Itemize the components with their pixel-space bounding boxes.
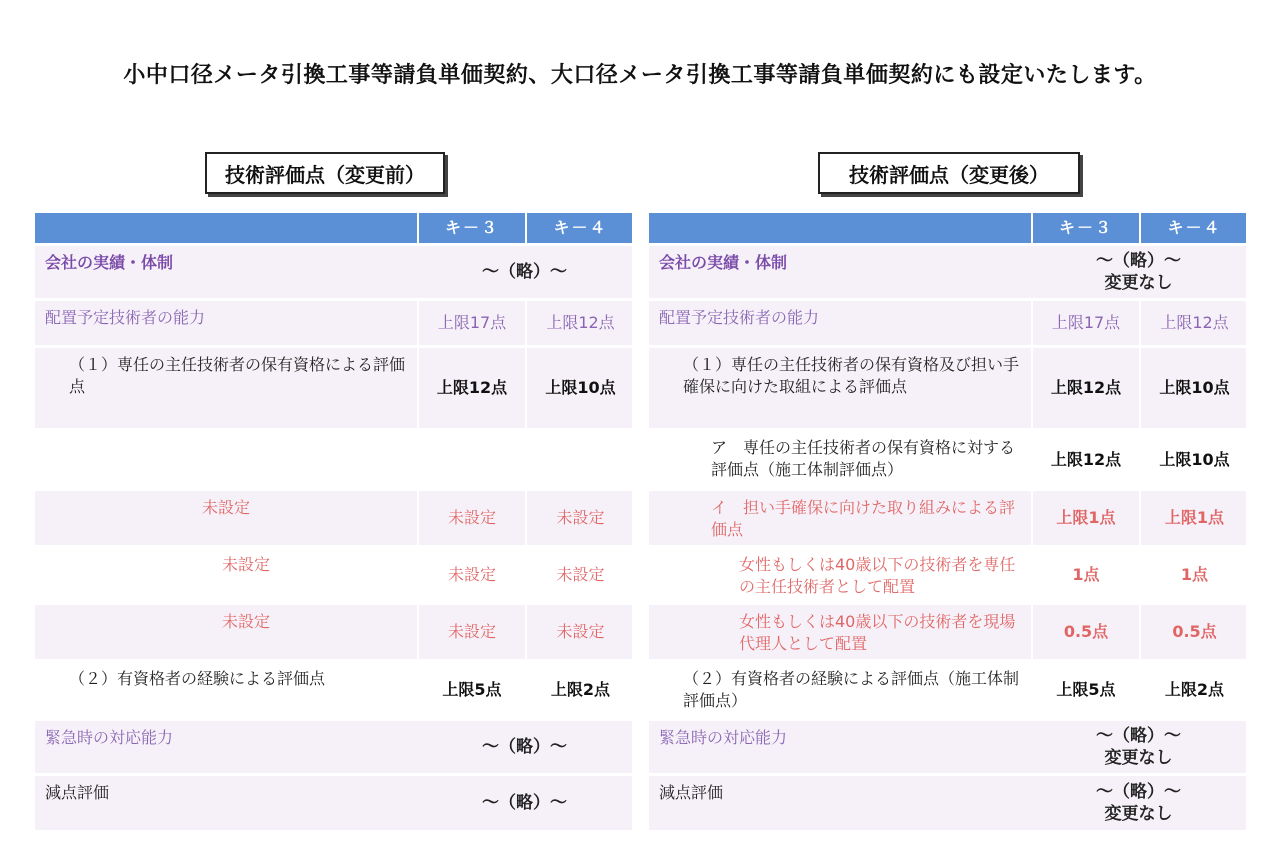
row-label: 未設定 [221,612,270,631]
key3-value: 上限5点 [417,662,525,718]
row-label: （１）専任の主任技術者の保有資格及び担い手確保に向けた取組による評価点 [683,355,1020,396]
table-row [35,776,632,830]
key4-value: 上限10点 [1139,348,1248,428]
table-row [649,662,1246,718]
key4-value: 未設定 [525,548,634,602]
row-label: 減点評価 [659,783,724,802]
table-header [649,213,1246,243]
table-row [35,491,632,545]
key3-header: キ－３ [1031,213,1139,243]
omitted-value: ～（略）～ 変更なし [1096,251,1181,293]
key4-header: キ－４ [525,213,634,243]
table-row [649,721,1246,773]
table-header [35,213,632,243]
row-label: （２）有資格者の経験による評価点（施工体制評価点） [683,669,1020,710]
left-table-title: 技術評価点（変更前） [205,152,445,194]
table-row [649,605,1246,659]
row-label: 緊急時の対応能力 [45,728,174,747]
key3-value: 上限12点 [1031,431,1139,488]
row-label: 配置予定技術者の能力 [45,308,206,327]
omitted-value: ～（略）～ 変更なし [1096,782,1181,824]
key3-header: キ－３ [417,213,525,243]
key3-value: 上限12点 [1031,348,1139,428]
key4-value: 上限1点 [1139,491,1248,545]
key3-value: 未設定 [417,491,525,545]
key4-value: 未設定 [525,491,634,545]
key4-value: 未設定 [525,605,634,659]
key4-value: 1点 [1139,548,1248,602]
table-row [35,548,632,602]
omitted-value: ～（略）～ [482,793,567,813]
key4-header: キ－４ [1139,213,1248,243]
row-label: 未設定 [221,555,270,574]
key3-value: 1点 [1031,548,1139,602]
key3-value: 未設定 [417,605,525,659]
row-label: 緊急時の対応能力 [659,728,788,747]
key4-value: 上限2点 [1139,662,1248,718]
table-row [35,431,632,488]
row-label: 未設定 [201,498,250,517]
row-label: 女性もしくは40歳以下の技術者を現場代理人として配置 [739,612,1016,653]
key3-value: 上限12点 [417,348,525,428]
key4-value: 0.5点 [1139,605,1248,659]
row-label: イ 担い手確保に向けた取り組みによる評価点 [711,498,1016,539]
right-table-title: 技術評価点（変更後） [818,152,1080,194]
table-row [35,662,632,718]
key4-value: 上限12点 [525,301,634,345]
key3-value: 上限17点 [1031,301,1139,345]
table-row [649,301,1246,345]
page-heading: 小中口径メータ引換工事等請負単価契約、大口径メータ引換工事等請負単価契約にも設定いたします。 [123,63,1157,88]
key3-value: 未設定 [417,548,525,602]
omitted-value: ～（略）～ [482,737,567,757]
key4-value: 上限10点 [1139,431,1248,488]
omitted-value: ～（略）～ 変更なし [1096,726,1181,768]
table-row [35,301,632,345]
table-row [649,431,1246,488]
table-row [649,548,1246,602]
table-row [649,776,1246,830]
omitted-value: ～（略）～ [482,262,567,282]
key3-value: 上限17点 [417,301,525,345]
key4-value: 上限2点 [525,662,634,718]
left-table [35,213,632,830]
table-row [35,721,632,773]
table-row [649,491,1246,545]
right-table [649,213,1246,830]
row-label: 会社の実績・体制 [659,253,788,272]
row-label: 配置予定技術者の能力 [659,308,820,327]
row-label [35,431,417,488]
table-row [35,246,632,298]
table-row [649,348,1246,428]
table-row [649,246,1246,298]
table-row [35,605,632,659]
row-label: （１）専任の主任技術者の保有資格による評価点 [69,355,406,396]
row-label: 減点評価 [45,783,110,802]
key3-value: 上限1点 [1031,491,1139,545]
key3-value: 0.5点 [1031,605,1139,659]
key4-value: 上限12点 [1139,301,1248,345]
row-label: 会社の実績・体制 [45,253,174,272]
row-label: ア 専任の主任技術者の保有資格に対する評価点（施工体制評価点） [711,438,1016,479]
key4-value: 上限10点 [525,348,634,428]
row-label: 女性もしくは40歳以下の技術者を専任の主任技術者として配置 [739,555,1016,596]
table-row [35,348,632,428]
row-label: （２）有資格者の経験による評価点 [69,669,326,688]
key3-value: 上限5点 [1031,662,1139,718]
